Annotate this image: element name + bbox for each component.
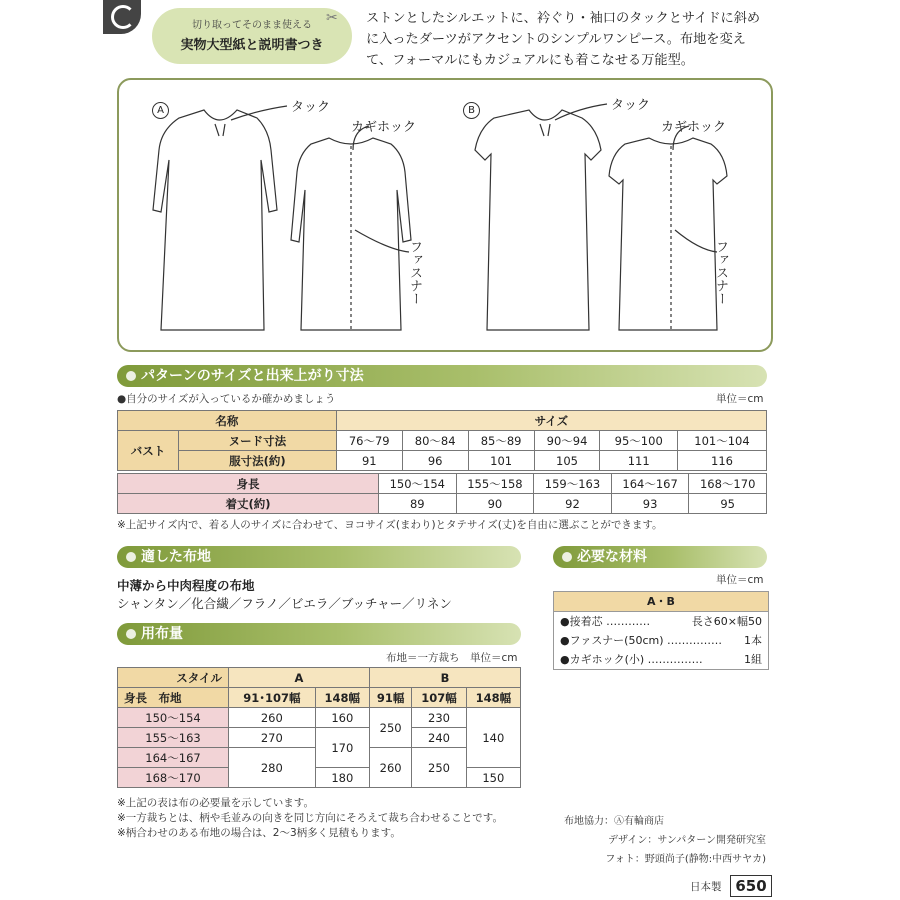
width-label: 107幅 bbox=[412, 688, 466, 708]
yardage-row-height: 164〜167 bbox=[118, 748, 229, 768]
nude-val: 80〜84 bbox=[402, 431, 468, 451]
material-val: 1本 bbox=[744, 634, 762, 647]
garment-val: 105 bbox=[534, 451, 600, 471]
credit-design: デザイン：サンパターン開発研究室 bbox=[608, 835, 766, 846]
size-garment: 服寸法(約) bbox=[179, 451, 337, 471]
fabric-list: シャンタン／化合繊／フラノ／ビエラ／ブッチャー／リネン bbox=[117, 596, 452, 611]
length-val: 90 bbox=[456, 494, 534, 514]
b107-val: 250 bbox=[412, 748, 466, 788]
fabric-section-title: 適した布地 bbox=[117, 546, 521, 568]
nude-val: 101〜104 bbox=[677, 431, 766, 451]
size-section-title: パターンのサイズと出来上がり寸法 bbox=[117, 365, 767, 387]
length-val: 89 bbox=[379, 494, 457, 514]
nude-val: 90〜94 bbox=[534, 431, 600, 451]
yardage-row-height: 150〜154 bbox=[118, 708, 229, 728]
dress-b-back bbox=[609, 138, 727, 330]
height-val: 168〜170 bbox=[689, 474, 767, 494]
badge-a: A bbox=[152, 102, 169, 119]
size-bust: バスト bbox=[118, 431, 179, 471]
size-unit: 単位＝cm bbox=[716, 393, 764, 405]
illustration-frame bbox=[117, 78, 773, 352]
length-val: 93 bbox=[611, 494, 689, 514]
label-tuck-a: タック bbox=[291, 100, 331, 115]
yardage-notes bbox=[117, 796, 503, 841]
made-in-japan: 日本製 bbox=[690, 881, 722, 893]
b148-val: 150 bbox=[466, 768, 520, 788]
material-row bbox=[554, 650, 768, 669]
b91-val: 260 bbox=[369, 748, 411, 788]
width-label: 148幅 bbox=[315, 688, 369, 708]
promo-line1: 切り取ってそのまま使える bbox=[192, 20, 312, 31]
size-height: 身長 bbox=[118, 474, 379, 494]
label-hook-b: カギホック bbox=[661, 120, 727, 135]
b107-val: 240 bbox=[412, 728, 466, 748]
a148-val: 180 bbox=[315, 768, 369, 788]
yardage-note: ※上記の表は布の必要量を示しています。 bbox=[117, 797, 314, 809]
label-hook-a: カギホック bbox=[351, 120, 417, 135]
credits bbox=[560, 812, 766, 869]
height-val: 150〜154 bbox=[379, 474, 457, 494]
dress-b-front bbox=[475, 110, 601, 330]
materials-unit: 単位＝cm bbox=[716, 574, 764, 586]
material-name: ●ファスナー(50cm) …………… bbox=[560, 634, 722, 647]
credit-fabric: 布地協力：Ⓐ有輪商店 bbox=[564, 816, 664, 827]
size-note: ●自分のサイズが入っているか確かめましょう bbox=[117, 393, 336, 405]
b91-val: 250 bbox=[369, 708, 411, 748]
materials-section-title: 必要な材料 bbox=[553, 546, 767, 568]
yardage-note: ※一方裁ちとは、柄や毛並みの向きを同じ方向にそろえて裁ち合わせることです。 bbox=[117, 812, 503, 824]
size-table bbox=[117, 410, 767, 471]
material-val: 1組 bbox=[744, 653, 762, 666]
height-val: 155〜158 bbox=[456, 474, 534, 494]
promo-badge bbox=[152, 8, 352, 64]
material-row bbox=[554, 612, 768, 631]
label-tuck-b: タック bbox=[611, 98, 651, 113]
size-footnote: ※上記サイズ内で、着る人のサイズに合わせて、ヨコサイズ(まわり)とタテサイズ(丈)を自由に選ぶことができます。 bbox=[117, 519, 663, 531]
materials-head: A・B bbox=[554, 592, 768, 612]
a91-val: 260 bbox=[229, 708, 316, 728]
garment-val: 111 bbox=[600, 451, 677, 471]
garment-val: 91 bbox=[336, 451, 402, 471]
yardage-unit: 布地＝一方裁ち 単位＝cm bbox=[386, 652, 518, 664]
a91-val: 280 bbox=[229, 748, 316, 788]
nude-val: 85〜89 bbox=[468, 431, 534, 451]
size-head-size: サイズ bbox=[336, 411, 766, 431]
nude-val: 95〜100 bbox=[600, 431, 677, 451]
width-label: 148幅 bbox=[466, 688, 520, 708]
label-zipper-b: ファスナー bbox=[713, 240, 728, 305]
yardage-section-title: 用布量 bbox=[117, 623, 521, 645]
a148-val: 160 bbox=[315, 708, 369, 728]
credit-photo: フォト：野頭尚子(静物:中西サヤカ) bbox=[605, 854, 766, 865]
size-length: 着丈(約) bbox=[118, 494, 379, 514]
label-zipper-a: ファスナー bbox=[407, 240, 422, 305]
length-val: 95 bbox=[689, 494, 767, 514]
height-val: 159〜163 bbox=[534, 474, 612, 494]
nude-val: 76〜79 bbox=[336, 431, 402, 451]
size-nude: ヌード寸法 bbox=[179, 431, 337, 451]
b107-val: 230 bbox=[412, 708, 466, 728]
material-row bbox=[554, 631, 768, 650]
length-val: 92 bbox=[534, 494, 612, 514]
garment-val: 101 bbox=[468, 451, 534, 471]
promo-line2: 実物大型紙と説明書つき bbox=[180, 38, 324, 53]
yardage-style: スタイル bbox=[118, 668, 229, 688]
yardage-b: B bbox=[369, 668, 520, 688]
yardage-height: 身長 bbox=[124, 690, 147, 705]
b148-val: 140 bbox=[466, 708, 520, 768]
width-label: 91幅 bbox=[369, 688, 411, 708]
dress-a-front bbox=[153, 110, 277, 330]
fabric-bold: 中薄から中肉程度の布地 bbox=[117, 578, 255, 593]
scissors-icon: ✂ bbox=[326, 10, 338, 26]
yardage-row-height: 155〜163 bbox=[118, 728, 229, 748]
material-name: ●接着芯 ………… bbox=[560, 615, 651, 628]
size-table-lower bbox=[117, 473, 767, 514]
height-val: 164〜167 bbox=[611, 474, 689, 494]
garment-val: 96 bbox=[402, 451, 468, 471]
a148-val: 170 bbox=[315, 728, 369, 768]
material-val: 長さ60×幅50 bbox=[691, 615, 762, 628]
badge-b: B bbox=[463, 102, 480, 119]
size-head-name: 名称 bbox=[118, 411, 337, 431]
garment-val: 116 bbox=[677, 451, 766, 471]
yardage-note: ※柄合わせのある布地の場合は、2〜3柄多く見積もります。 bbox=[117, 827, 401, 839]
brand-logo bbox=[103, 0, 141, 34]
a91-val: 270 bbox=[229, 728, 316, 748]
yardage-height-fabric bbox=[118, 688, 229, 708]
width-label: 91･107幅 bbox=[229, 688, 316, 708]
yardage-fabric: 布地 bbox=[158, 690, 182, 705]
yardage-table bbox=[117, 667, 521, 788]
yardage-row-height: 168〜170 bbox=[118, 768, 229, 788]
pattern-number: 650 bbox=[730, 875, 772, 897]
intro-text: ストンとしたシルエットに、衿ぐり・袖口のタックとサイドに斜めに入ったダーツがアクセントのシンプルワンピース。布地を変えて、フォーマルにもカジュアルにも着こなせる万能型。 bbox=[366, 11, 761, 68]
yardage-a: A bbox=[229, 668, 370, 688]
material-name: ●カギホック(小) …………… bbox=[560, 653, 703, 666]
materials-box bbox=[553, 591, 769, 670]
